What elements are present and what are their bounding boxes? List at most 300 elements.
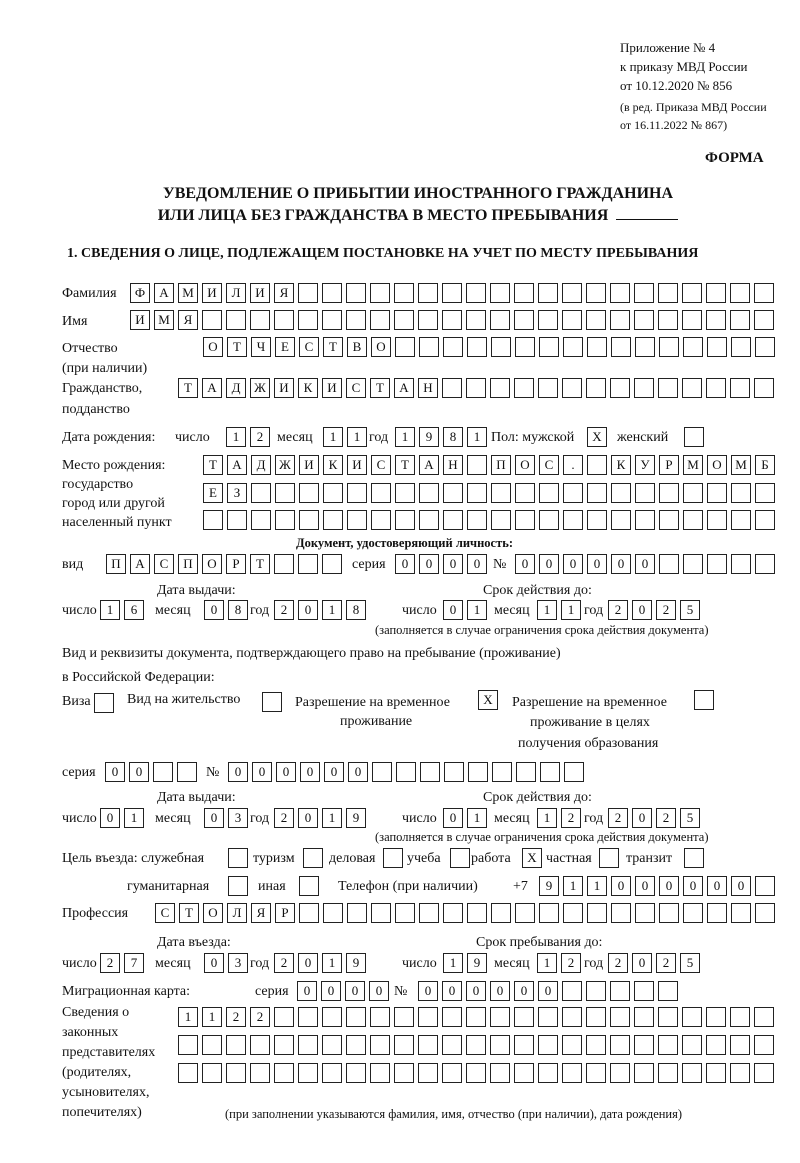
char-cell[interactable]	[370, 1063, 390, 1083]
char-cell[interactable]: 1	[561, 600, 581, 620]
checkbox-cell[interactable]	[684, 848, 704, 868]
char-cell[interactable]	[683, 903, 703, 923]
char-cell[interactable]: 0	[635, 554, 655, 574]
char-cell[interactable]: 0	[632, 953, 652, 973]
char-cell[interactable]	[178, 1063, 198, 1083]
char-cell[interactable]: С	[371, 455, 391, 475]
char-cell[interactable]: О	[202, 554, 222, 574]
char-cell[interactable]: 0	[321, 981, 341, 1001]
char-cell[interactable]: А	[394, 378, 414, 398]
char-cell[interactable]	[250, 1063, 270, 1083]
char-cell[interactable]: К	[298, 378, 318, 398]
char-cell[interactable]	[467, 483, 487, 503]
char-cell[interactable]	[539, 510, 559, 530]
char-cell[interactable]	[755, 337, 775, 357]
char-cell[interactable]: И	[347, 455, 367, 475]
char-cell[interactable]	[564, 762, 584, 782]
char-cell[interactable]	[202, 310, 222, 330]
char-cell[interactable]: Я	[274, 283, 294, 303]
checkbox-cell[interactable]	[299, 876, 319, 896]
char-cell[interactable]: Я	[178, 310, 198, 330]
char-cell[interactable]	[586, 378, 606, 398]
char-cell[interactable]: 1	[322, 953, 342, 973]
char-cell[interactable]: И	[322, 378, 342, 398]
char-cell[interactable]	[755, 554, 775, 574]
char-cell[interactable]	[730, 1063, 750, 1083]
char-cell[interactable]: 0	[204, 600, 224, 620]
checkbox-cell[interactable]	[228, 848, 248, 868]
char-cell[interactable]: 6	[124, 600, 144, 620]
char-cell[interactable]	[610, 981, 630, 1001]
char-cell[interactable]	[467, 455, 487, 475]
char-cell[interactable]	[250, 310, 270, 330]
char-cell[interactable]: О	[203, 337, 223, 357]
char-cell[interactable]	[707, 554, 727, 574]
char-cell[interactable]: 0	[466, 981, 486, 1001]
char-cell[interactable]: 1	[563, 876, 583, 896]
char-cell[interactable]: 2	[656, 808, 676, 828]
char-cell[interactable]	[586, 283, 606, 303]
char-cell[interactable]: 1	[537, 953, 557, 973]
checkbox-cell[interactable]	[599, 848, 619, 868]
char-cell[interactable]	[587, 510, 607, 530]
char-cell[interactable]	[468, 762, 488, 782]
char-cell[interactable]: 0	[100, 808, 120, 828]
char-cell[interactable]	[394, 1063, 414, 1083]
char-cell[interactable]	[444, 762, 464, 782]
char-cell[interactable]	[467, 903, 487, 923]
char-cell[interactable]	[707, 337, 727, 357]
char-cell[interactable]	[395, 483, 415, 503]
char-cell[interactable]: А	[202, 378, 222, 398]
char-cell[interactable]: 2	[226, 1007, 246, 1027]
char-cell[interactable]: 0	[105, 762, 125, 782]
char-cell[interactable]	[538, 1035, 558, 1055]
char-cell[interactable]	[611, 337, 631, 357]
char-cell[interactable]	[587, 455, 607, 475]
char-cell[interactable]	[226, 1035, 246, 1055]
char-cell[interactable]: 0	[514, 981, 534, 1001]
char-cell[interactable]: П	[106, 554, 126, 574]
char-cell[interactable]: 1	[323, 427, 343, 447]
char-cell[interactable]	[683, 554, 703, 574]
char-cell[interactable]	[611, 510, 631, 530]
char-cell[interactable]	[755, 510, 775, 530]
char-cell[interactable]: Д	[226, 378, 246, 398]
char-cell[interactable]	[370, 283, 390, 303]
char-cell[interactable]	[466, 1035, 486, 1055]
char-cell[interactable]	[347, 510, 367, 530]
char-cell[interactable]	[635, 903, 655, 923]
char-cell[interactable]: 0	[345, 981, 365, 1001]
checkbox-cell[interactable]	[262, 692, 282, 712]
char-cell[interactable]: П	[491, 455, 511, 475]
char-cell[interactable]: Б	[755, 455, 775, 475]
char-cell[interactable]: Т	[323, 337, 343, 357]
char-cell[interactable]: С	[155, 903, 175, 923]
char-cell[interactable]: 2	[274, 600, 294, 620]
char-cell[interactable]	[514, 1035, 534, 1055]
char-cell[interactable]	[370, 1007, 390, 1027]
char-cell[interactable]	[635, 510, 655, 530]
char-cell[interactable]	[490, 1035, 510, 1055]
char-cell[interactable]: 0	[204, 808, 224, 828]
char-cell[interactable]	[539, 903, 559, 923]
char-cell[interactable]	[706, 310, 726, 330]
char-cell[interactable]: 0	[538, 981, 558, 1001]
char-cell[interactable]	[492, 762, 512, 782]
char-cell[interactable]: 2	[250, 1007, 270, 1027]
char-cell[interactable]	[706, 283, 726, 303]
char-cell[interactable]	[418, 1063, 438, 1083]
char-cell[interactable]	[443, 483, 463, 503]
char-cell[interactable]: О	[707, 455, 727, 475]
char-cell[interactable]: 0	[442, 981, 462, 1001]
char-cell[interactable]: М	[683, 455, 703, 475]
char-cell[interactable]	[323, 903, 343, 923]
char-cell[interactable]: И	[250, 283, 270, 303]
char-cell[interactable]: 3	[228, 808, 248, 828]
char-cell[interactable]	[706, 1007, 726, 1027]
char-cell[interactable]	[514, 378, 534, 398]
char-cell[interactable]: 1	[202, 1007, 222, 1027]
char-cell[interactable]	[562, 1035, 582, 1055]
char-cell[interactable]: 1	[587, 876, 607, 896]
checkbox-cell[interactable]	[450, 848, 470, 868]
char-cell[interactable]: 9	[346, 808, 366, 828]
char-cell[interactable]: О	[203, 903, 223, 923]
char-cell[interactable]: А	[154, 283, 174, 303]
char-cell[interactable]	[395, 337, 415, 357]
char-cell[interactable]	[467, 510, 487, 530]
char-cell[interactable]	[610, 1063, 630, 1083]
char-cell[interactable]: 0	[443, 808, 463, 828]
char-cell[interactable]: 8	[443, 427, 463, 447]
char-cell[interactable]: 3	[228, 953, 248, 973]
checkbox-cell[interactable]	[383, 848, 403, 868]
char-cell[interactable]: 0	[129, 762, 149, 782]
char-cell[interactable]	[370, 310, 390, 330]
char-cell[interactable]	[731, 337, 751, 357]
char-cell[interactable]	[443, 337, 463, 357]
char-cell[interactable]	[514, 283, 534, 303]
char-cell[interactable]	[299, 510, 319, 530]
char-cell[interactable]: 0	[490, 981, 510, 1001]
char-cell[interactable]	[394, 283, 414, 303]
char-cell[interactable]: 2	[656, 600, 676, 620]
char-cell[interactable]	[177, 762, 197, 782]
char-cell[interactable]	[730, 283, 750, 303]
char-cell[interactable]	[466, 283, 486, 303]
char-cell[interactable]: 0	[611, 554, 631, 574]
char-cell[interactable]: Л	[226, 283, 246, 303]
char-cell[interactable]	[514, 1007, 534, 1027]
char-cell[interactable]: П	[178, 554, 198, 574]
char-cell[interactable]: 0	[515, 554, 535, 574]
char-cell[interactable]: 1	[124, 808, 144, 828]
char-cell[interactable]: 5	[680, 953, 700, 973]
char-cell[interactable]: 0	[369, 981, 389, 1001]
char-cell[interactable]	[586, 981, 606, 1001]
char-cell[interactable]: Т	[250, 554, 270, 574]
char-cell[interactable]	[658, 1063, 678, 1083]
char-cell[interactable]: 2	[608, 953, 628, 973]
char-cell[interactable]	[707, 483, 727, 503]
char-cell[interactable]	[682, 310, 702, 330]
char-cell[interactable]: О	[371, 337, 391, 357]
char-cell[interactable]	[754, 310, 774, 330]
checkbox-cell[interactable]: X	[478, 690, 498, 710]
char-cell[interactable]	[346, 283, 366, 303]
char-cell[interactable]	[322, 283, 342, 303]
char-cell[interactable]	[562, 310, 582, 330]
char-cell[interactable]	[586, 1063, 606, 1083]
char-cell[interactable]	[635, 337, 655, 357]
char-cell[interactable]: Т	[178, 378, 198, 398]
char-cell[interactable]: В	[347, 337, 367, 357]
char-cell[interactable]	[467, 337, 487, 357]
char-cell[interactable]: 0	[228, 762, 248, 782]
char-cell[interactable]: 0	[632, 808, 652, 828]
char-cell[interactable]	[396, 762, 416, 782]
char-cell[interactable]	[730, 1035, 750, 1055]
char-cell[interactable]: М	[178, 283, 198, 303]
char-cell[interactable]	[443, 903, 463, 923]
char-cell[interactable]	[466, 310, 486, 330]
char-cell[interactable]	[394, 310, 414, 330]
char-cell[interactable]	[442, 378, 462, 398]
char-cell[interactable]	[298, 310, 318, 330]
char-cell[interactable]: 9	[467, 953, 487, 973]
char-cell[interactable]	[371, 903, 391, 923]
char-cell[interactable]: С	[539, 455, 559, 475]
char-cell[interactable]	[586, 310, 606, 330]
char-cell[interactable]	[394, 1007, 414, 1027]
char-cell[interactable]	[707, 903, 727, 923]
char-cell[interactable]: 0	[298, 953, 318, 973]
char-cell[interactable]: Т	[395, 455, 415, 475]
char-cell[interactable]	[442, 1007, 462, 1027]
char-cell[interactable]: 9	[419, 427, 439, 447]
char-cell[interactable]: А	[130, 554, 150, 574]
char-cell[interactable]	[178, 1035, 198, 1055]
char-cell[interactable]	[682, 283, 702, 303]
char-cell[interactable]	[731, 554, 751, 574]
char-cell[interactable]	[706, 1035, 726, 1055]
char-cell[interactable]: 1	[443, 953, 463, 973]
char-cell[interactable]: Н	[443, 455, 463, 475]
char-cell[interactable]	[251, 510, 271, 530]
char-cell[interactable]	[202, 1063, 222, 1083]
char-cell[interactable]	[371, 483, 391, 503]
char-cell[interactable]	[514, 310, 534, 330]
char-cell[interactable]: 7	[124, 953, 144, 973]
checkbox-cell[interactable]	[94, 693, 114, 713]
char-cell[interactable]: 1	[537, 600, 557, 620]
char-cell[interactable]: М	[731, 455, 751, 475]
char-cell[interactable]	[539, 483, 559, 503]
char-cell[interactable]: Ж	[275, 455, 295, 475]
char-cell[interactable]: 2	[608, 600, 628, 620]
char-cell[interactable]	[658, 1035, 678, 1055]
char-cell[interactable]	[658, 981, 678, 1001]
char-cell[interactable]: И	[130, 310, 150, 330]
char-cell[interactable]	[562, 1007, 582, 1027]
char-cell[interactable]	[466, 1063, 486, 1083]
char-cell[interactable]: Т	[227, 337, 247, 357]
char-cell[interactable]: 0	[297, 981, 317, 1001]
char-cell[interactable]	[347, 903, 367, 923]
char-cell[interactable]	[515, 510, 535, 530]
char-cell[interactable]	[538, 378, 558, 398]
char-cell[interactable]	[226, 1063, 246, 1083]
char-cell[interactable]	[372, 762, 392, 782]
char-cell[interactable]	[419, 510, 439, 530]
char-cell[interactable]	[275, 510, 295, 530]
char-cell[interactable]	[587, 483, 607, 503]
char-cell[interactable]	[587, 337, 607, 357]
char-cell[interactable]	[538, 283, 558, 303]
char-cell[interactable]: С	[154, 554, 174, 574]
char-cell[interactable]	[731, 903, 751, 923]
char-cell[interactable]: И	[299, 455, 319, 475]
char-cell[interactable]: 2	[608, 808, 628, 828]
char-cell[interactable]: 5	[680, 600, 700, 620]
char-cell[interactable]: 0	[300, 762, 320, 782]
char-cell[interactable]: 2	[561, 953, 581, 973]
char-cell[interactable]: 0	[611, 876, 631, 896]
char-cell[interactable]: Т	[370, 378, 390, 398]
checkbox-cell[interactable]	[684, 427, 704, 447]
char-cell[interactable]: 0	[707, 876, 727, 896]
char-cell[interactable]	[203, 510, 223, 530]
char-cell[interactable]	[466, 1007, 486, 1027]
char-cell[interactable]: 0	[443, 600, 463, 620]
char-cell[interactable]	[420, 762, 440, 782]
char-cell[interactable]: 5	[680, 808, 700, 828]
char-cell[interactable]: Е	[203, 483, 223, 503]
char-cell[interactable]	[730, 310, 750, 330]
char-cell[interactable]	[706, 378, 726, 398]
char-cell[interactable]	[540, 762, 560, 782]
char-cell[interactable]	[634, 1007, 654, 1027]
char-cell[interactable]	[419, 337, 439, 357]
char-cell[interactable]	[299, 903, 319, 923]
char-cell[interactable]: Е	[275, 337, 295, 357]
char-cell[interactable]	[635, 483, 655, 503]
char-cell[interactable]	[516, 762, 536, 782]
char-cell[interactable]	[730, 378, 750, 398]
char-cell[interactable]	[658, 1007, 678, 1027]
char-cell[interactable]	[682, 1063, 702, 1083]
char-cell[interactable]	[587, 903, 607, 923]
char-cell[interactable]	[658, 310, 678, 330]
char-cell[interactable]: 2	[274, 953, 294, 973]
char-cell[interactable]	[731, 483, 751, 503]
char-cell[interactable]: 0	[443, 554, 463, 574]
char-cell[interactable]: Л	[227, 903, 247, 923]
char-cell[interactable]: Р	[226, 554, 246, 574]
char-cell[interactable]: 0	[252, 762, 272, 782]
char-cell[interactable]	[346, 1007, 366, 1027]
char-cell[interactable]: Ч	[251, 337, 271, 357]
char-cell[interactable]: Ф	[130, 283, 150, 303]
char-cell[interactable]: 2	[656, 953, 676, 973]
char-cell[interactable]	[347, 483, 367, 503]
char-cell[interactable]	[274, 1007, 294, 1027]
char-cell[interactable]	[682, 378, 702, 398]
char-cell[interactable]: Т	[203, 455, 223, 475]
char-cell[interactable]	[634, 1035, 654, 1055]
char-cell[interactable]	[538, 310, 558, 330]
char-cell[interactable]: М	[154, 310, 174, 330]
char-cell[interactable]	[275, 483, 295, 503]
char-cell[interactable]: 1	[226, 427, 246, 447]
char-cell[interactable]	[419, 903, 439, 923]
char-cell[interactable]	[610, 283, 630, 303]
char-cell[interactable]	[419, 483, 439, 503]
char-cell[interactable]	[659, 903, 679, 923]
char-cell[interactable]	[562, 378, 582, 398]
char-cell[interactable]	[754, 1035, 774, 1055]
char-cell[interactable]: 9	[346, 953, 366, 973]
char-cell[interactable]	[298, 283, 318, 303]
char-cell[interactable]	[202, 1035, 222, 1055]
char-cell[interactable]	[346, 1035, 366, 1055]
char-cell[interactable]: 1	[347, 427, 367, 447]
char-cell[interactable]	[754, 1063, 774, 1083]
char-cell[interactable]	[538, 1063, 558, 1083]
char-cell[interactable]: 0	[467, 554, 487, 574]
checkbox-cell[interactable]	[694, 690, 714, 710]
char-cell[interactable]: 0	[324, 762, 344, 782]
char-cell[interactable]: У	[635, 455, 655, 475]
char-cell[interactable]	[298, 1063, 318, 1083]
char-cell[interactable]	[563, 483, 583, 503]
char-cell[interactable]	[539, 337, 559, 357]
char-cell[interactable]	[442, 1063, 462, 1083]
char-cell[interactable]	[563, 337, 583, 357]
char-cell[interactable]	[322, 1063, 342, 1083]
char-cell[interactable]: 0	[298, 600, 318, 620]
char-cell[interactable]	[658, 378, 678, 398]
checkbox-cell[interactable]	[228, 876, 248, 896]
char-cell[interactable]	[418, 1035, 438, 1055]
char-cell[interactable]	[730, 1007, 750, 1027]
char-cell[interactable]	[322, 310, 342, 330]
char-cell[interactable]	[611, 903, 631, 923]
char-cell[interactable]	[322, 554, 342, 574]
char-cell[interactable]: 1	[100, 600, 120, 620]
char-cell[interactable]: 0	[587, 554, 607, 574]
char-cell[interactable]: Р	[659, 455, 679, 475]
char-cell[interactable]: 0	[204, 953, 224, 973]
char-cell[interactable]	[659, 337, 679, 357]
char-cell[interactable]	[659, 510, 679, 530]
char-cell[interactable]: И	[202, 283, 222, 303]
char-cell[interactable]: Т	[179, 903, 199, 923]
char-cell[interactable]	[538, 1007, 558, 1027]
char-cell[interactable]: 0	[563, 554, 583, 574]
char-cell[interactable]	[299, 483, 319, 503]
char-cell[interactable]	[274, 310, 294, 330]
char-cell[interactable]	[610, 1007, 630, 1027]
char-cell[interactable]: С	[299, 337, 319, 357]
char-cell[interactable]	[514, 1063, 534, 1083]
char-cell[interactable]	[491, 337, 511, 357]
char-cell[interactable]	[298, 1035, 318, 1055]
char-cell[interactable]	[298, 1007, 318, 1027]
